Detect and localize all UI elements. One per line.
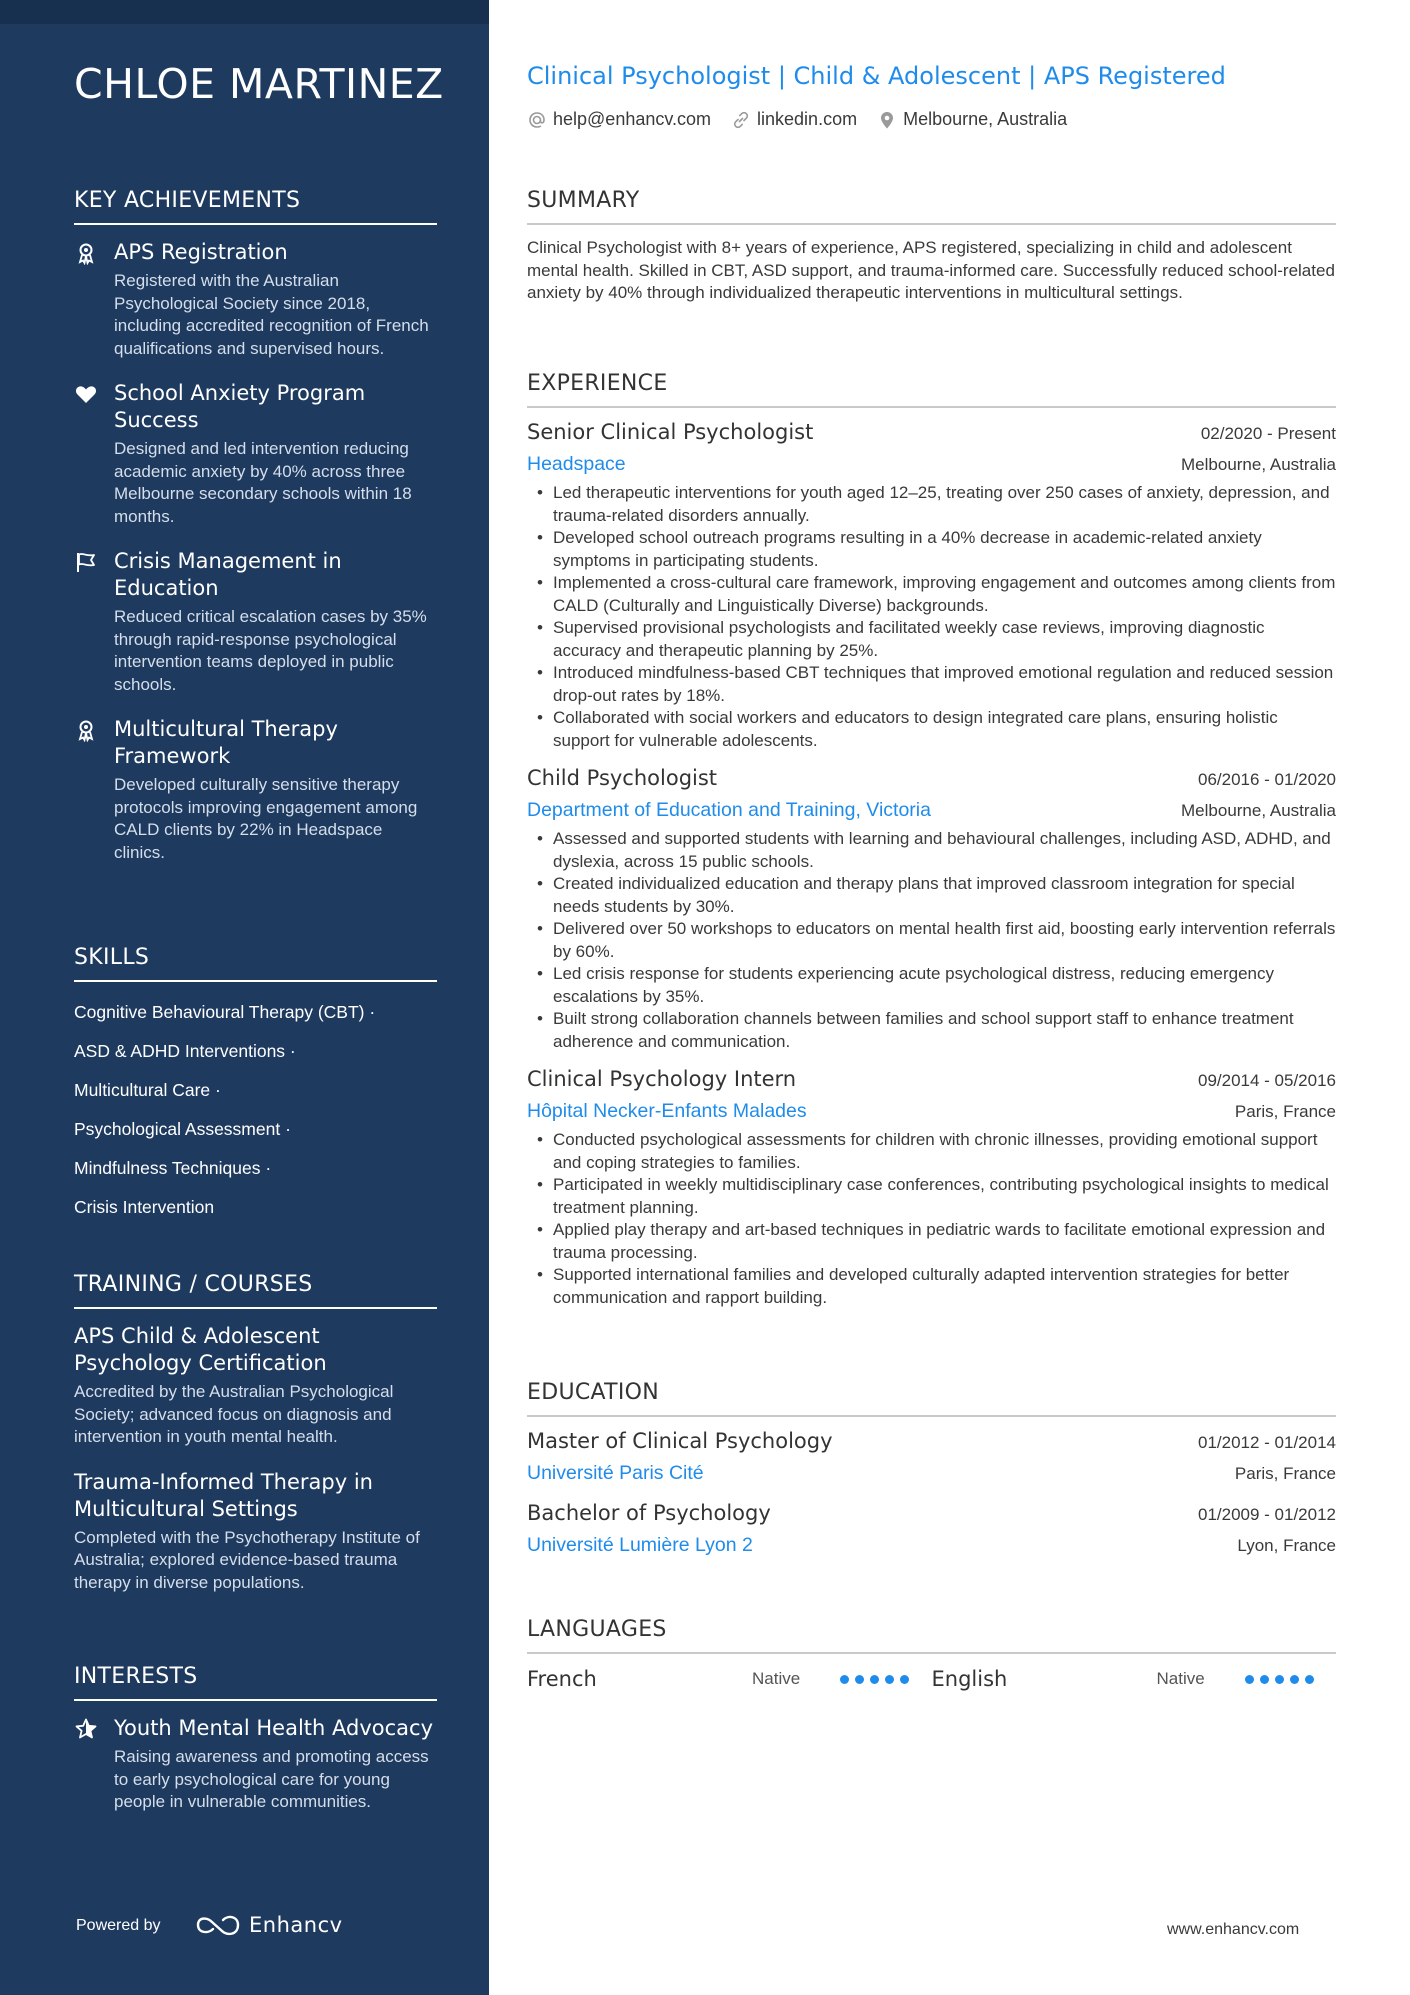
course-item (74, 1323, 437, 1449)
achievements-section (74, 188, 437, 864)
rating-dot (1275, 1675, 1284, 1684)
skill-item: ASD & ADHD Interventions · (74, 1041, 296, 1061)
education-dates: 01/2009 - 01/2012 (1197, 1505, 1336, 1524)
job-entry (527, 1067, 1336, 1309)
achievement-item (74, 716, 437, 864)
achievement-desc: Reduced critical escalation cases by 35% through rapid-response psychological intervention teams deployed in public schools. (114, 607, 427, 694)
education-location: Lyon, France (1237, 1536, 1336, 1555)
education-location: Paris, France (1234, 1464, 1336, 1483)
training-heading: TRAINING / COURSES (74, 1272, 437, 1309)
rating-dot (1260, 1675, 1269, 1684)
rating-dot (900, 1675, 909, 1684)
job-bullet: • Led therapeutic interventions for youth aged 12–25, treating over 250 cases of anxiety, depression, and trauma-related disorders annually. (527, 482, 1336, 527)
contact-row (527, 109, 1067, 130)
job-bullet: • Built strong collaboration channels between families and school support staff to enhance treatment adherence and communication. (527, 1008, 1336, 1053)
job-bullet: • Assessed and supported students with learning and behavioural challenges, including ASD, ADHD, and dyslexia, across 15 public schools. (527, 828, 1336, 873)
job-dates: 09/2014 - 05/2016 (1197, 1071, 1336, 1090)
job-bullet: • Led crisis response for students experiencing acute psychological distress, reducing emergency escalations by 35%. (527, 963, 1336, 1008)
job-bullet: • Delivered over 50 workshops to educators on mental health first aid, boosting early intervention referrals by 60%. (527, 918, 1336, 963)
job-title: Child Psychologist (527, 766, 718, 790)
achievement-title: Crisis Management in Education (114, 549, 342, 600)
enhancv-logo[interactable] (195, 1912, 343, 1938)
job-bullet: • Conducted psychological assessments for children with chronic illnesses, providing emotional support and coping strategies to families. (527, 1129, 1336, 1174)
achievement-item (74, 239, 437, 360)
sidebar-top-bar (0, 0, 489, 24)
job-dates: 02/2020 - Present (1200, 424, 1336, 443)
education-dates: 01/2012 - 01/2014 (1197, 1433, 1336, 1452)
candidate-name: CHLOE MARTINEZ (74, 60, 444, 108)
job-bullet: • Introduced mindfulness-based CBT techniques that improved emotional regulation and reduced session drop-out rates by 18%. (527, 662, 1336, 707)
rating-dot (1245, 1675, 1254, 1684)
skill-item: Crisis Intervention (74, 1197, 215, 1217)
skills-heading: SKILLS (74, 945, 437, 982)
powered-by-label: Powered by (76, 1917, 161, 1934)
rating-dot (840, 1675, 849, 1684)
education-section (527, 1380, 1336, 1557)
experience-section (527, 371, 1336, 1309)
job-dates: 06/2016 - 01/2020 (1197, 770, 1336, 789)
job-company[interactable]: Department of Education and Training, Victoria (527, 799, 931, 821)
achievement-desc: Developed culturally sensitive therapy protocols improving engagement among CALD clients by 22% in Headspace clinics. (114, 775, 418, 862)
contact-email[interactable] (527, 109, 711, 130)
education-degree: Master of Clinical Psychology (527, 1429, 833, 1453)
language-rating (1245, 1675, 1314, 1684)
job-company[interactable]: Hôpital Necker-Enfants Malades (527, 1100, 807, 1122)
rating-dot (1290, 1675, 1299, 1684)
course-title: Trauma-Informed Therapy in Multicultural Settings (74, 1469, 373, 1521)
education-heading: EDUCATION (527, 1380, 1336, 1417)
achievement-item (74, 548, 437, 696)
enhancv-logo-icon (195, 1912, 241, 1938)
achievement-desc: Designed and led intervention reducing academic anxiety by 40% across three Melbourne secondary schools within 18 months. (114, 439, 412, 526)
language-rating (840, 1675, 909, 1684)
job-bullet: • Implemented a cross-cultural care framework, improving engagement and outcomes among clients from CALD (Culturally and Linguistically Diverse) backgrounds. (527, 572, 1336, 617)
education-entry (527, 1429, 1336, 1485)
award-icon (74, 718, 98, 742)
languages-section (527, 1617, 1336, 1691)
job-bullet: • Collaborated with social workers and educators to design integrated care plans, ensuring holistic support for vulnerable adolescents. (527, 707, 1336, 752)
heart-icon (74, 382, 98, 406)
job-bullet: • Supervised provisional psychologists and facilitated weekly case reviews, improving diagnostic accuracy and therapeutic planning by 25%. (527, 617, 1336, 662)
award-icon (74, 241, 98, 265)
education-school[interactable]: Université Lumière Lyon 2 (527, 1534, 753, 1556)
language-name: French (527, 1667, 597, 1691)
achievement-title: APS Registration (114, 240, 288, 264)
summary-text: Clinical Psychologist with 8+ years of experience, APS registered, specializing in child and adolescent mental health. Skilled in CBT, ASD support, and trauma-informed care. Successfully reduced school-related anxiety by 40% through individualized therapeutic interventions in multicultural settings. (527, 238, 1335, 302)
interest-item (74, 1715, 437, 1814)
job-company[interactable]: Headspace (527, 453, 626, 475)
job-bullet: • Developed school outreach programs resulting in a 40% decrease in academic-related anxiety symptoms in participating students. (527, 527, 1336, 572)
achievement-desc: Registered with the Australian Psychological Society since 2018, including accredited recognition of French qualifications and supervised hours. (114, 271, 429, 358)
languages-heading: LANGUAGES (527, 1617, 1336, 1654)
summary-heading: SUMMARY (527, 188, 1336, 225)
link-icon (731, 110, 751, 130)
job-bullets (527, 1129, 1336, 1309)
languages-row (527, 1667, 1336, 1691)
skill-item: Psychological Assessment · (74, 1119, 291, 1139)
course-item (74, 1469, 437, 1595)
job-entry (527, 420, 1336, 752)
footer-url[interactable]: www.enhancv.com (1167, 1921, 1300, 1938)
rating-dot (855, 1675, 864, 1684)
job-bullet: • Supported international families and developed culturally adapted intervention strategies for better communication and rapport building. (527, 1264, 1336, 1309)
contact-location-text: Melbourne, Australia (903, 109, 1068, 129)
education-school[interactable]: Université Paris Cité (527, 1462, 704, 1484)
interest-desc: Raising awareness and promoting access to early psychological care for young people in vulnerable communities. (114, 1747, 429, 1811)
at-icon (527, 110, 547, 130)
education-entry (527, 1501, 1336, 1557)
location-pin-icon (877, 110, 897, 130)
language-level: Native (752, 1669, 801, 1688)
job-bullets (527, 482, 1336, 752)
achievement-title: School Anxiety Program Success (114, 381, 366, 432)
achievement-item (74, 380, 437, 528)
rating-dot (1305, 1675, 1314, 1684)
language-level: Native (1156, 1669, 1205, 1688)
job-bullet: • Participated in weekly multidisciplinary case conferences, contributing psychological insights to medical treatment planning. (527, 1174, 1336, 1219)
job-location: Melbourne, Australia (1181, 801, 1336, 820)
rating-dot (885, 1675, 894, 1684)
job-bullets (527, 828, 1336, 1053)
course-title: APS Child & Adolescent Psychology Certification (74, 1324, 327, 1375)
headline: Clinical Psychologist | Child & Adolescent | APS Registered (527, 62, 1226, 90)
rating-dot (870, 1675, 879, 1684)
course-desc: Completed with the Psychotherapy Institute of Australia; explored evidence-based trauma therapy in diverse populations. (74, 1527, 420, 1592)
job-title: Clinical Psychology Intern (527, 1067, 797, 1091)
achievements-heading: KEY ACHIEVEMENTS (74, 188, 437, 225)
contact-email-text: help@enhancv.com (553, 109, 712, 129)
job-bullet: • Created individualized education and therapy plans that improved classroom integration for special needs students by 30%. (527, 873, 1336, 918)
job-location: Paris, France (1234, 1102, 1336, 1121)
training-section (74, 1272, 437, 1594)
star-icon (74, 1717, 98, 1741)
course-desc: Accredited by the Australian Psychological Society; advanced focus on diagnosis and intervention in youth mental health. (74, 1382, 394, 1446)
skill-item: Cognitive Behavioural Therapy (CBT) · (74, 1002, 376, 1022)
language-item (932, 1667, 1337, 1691)
job-title: Senior Clinical Psychologist (527, 420, 814, 444)
contact-linkedin[interactable] (731, 109, 857, 130)
experience-heading: EXPERIENCE (527, 371, 1336, 408)
flag-icon (74, 550, 98, 574)
interests-section (74, 1664, 437, 1814)
enhancv-brand-text: Enhancv (249, 1913, 343, 1937)
sidebar (0, 0, 489, 1995)
job-bullet: • Applied play therapy and art-based techniques in pediatric wards to facilitate emotional expression and trauma processing. (527, 1219, 1336, 1264)
contact-linkedin-text: linkedin.com (757, 109, 858, 129)
education-degree: Bachelor of Psychology (527, 1501, 771, 1525)
interest-title: Youth Mental Health Advocacy (114, 1716, 433, 1740)
summary-section (527, 188, 1336, 305)
skills-section (74, 945, 437, 1217)
skills-list (74, 1002, 437, 1217)
contact-location (877, 109, 1067, 130)
achievement-title: Multicultural Therapy Framework (114, 717, 338, 768)
skill-item: Multicultural Care · (74, 1080, 221, 1100)
job-location: Melbourne, Australia (1181, 455, 1336, 474)
language-name: English (931, 1667, 1008, 1691)
job-entry (527, 766, 1336, 1053)
interests-heading: INTERESTS (74, 1664, 437, 1701)
skill-item: Mindfulness Techniques · (74, 1158, 272, 1178)
language-item (527, 1667, 932, 1691)
